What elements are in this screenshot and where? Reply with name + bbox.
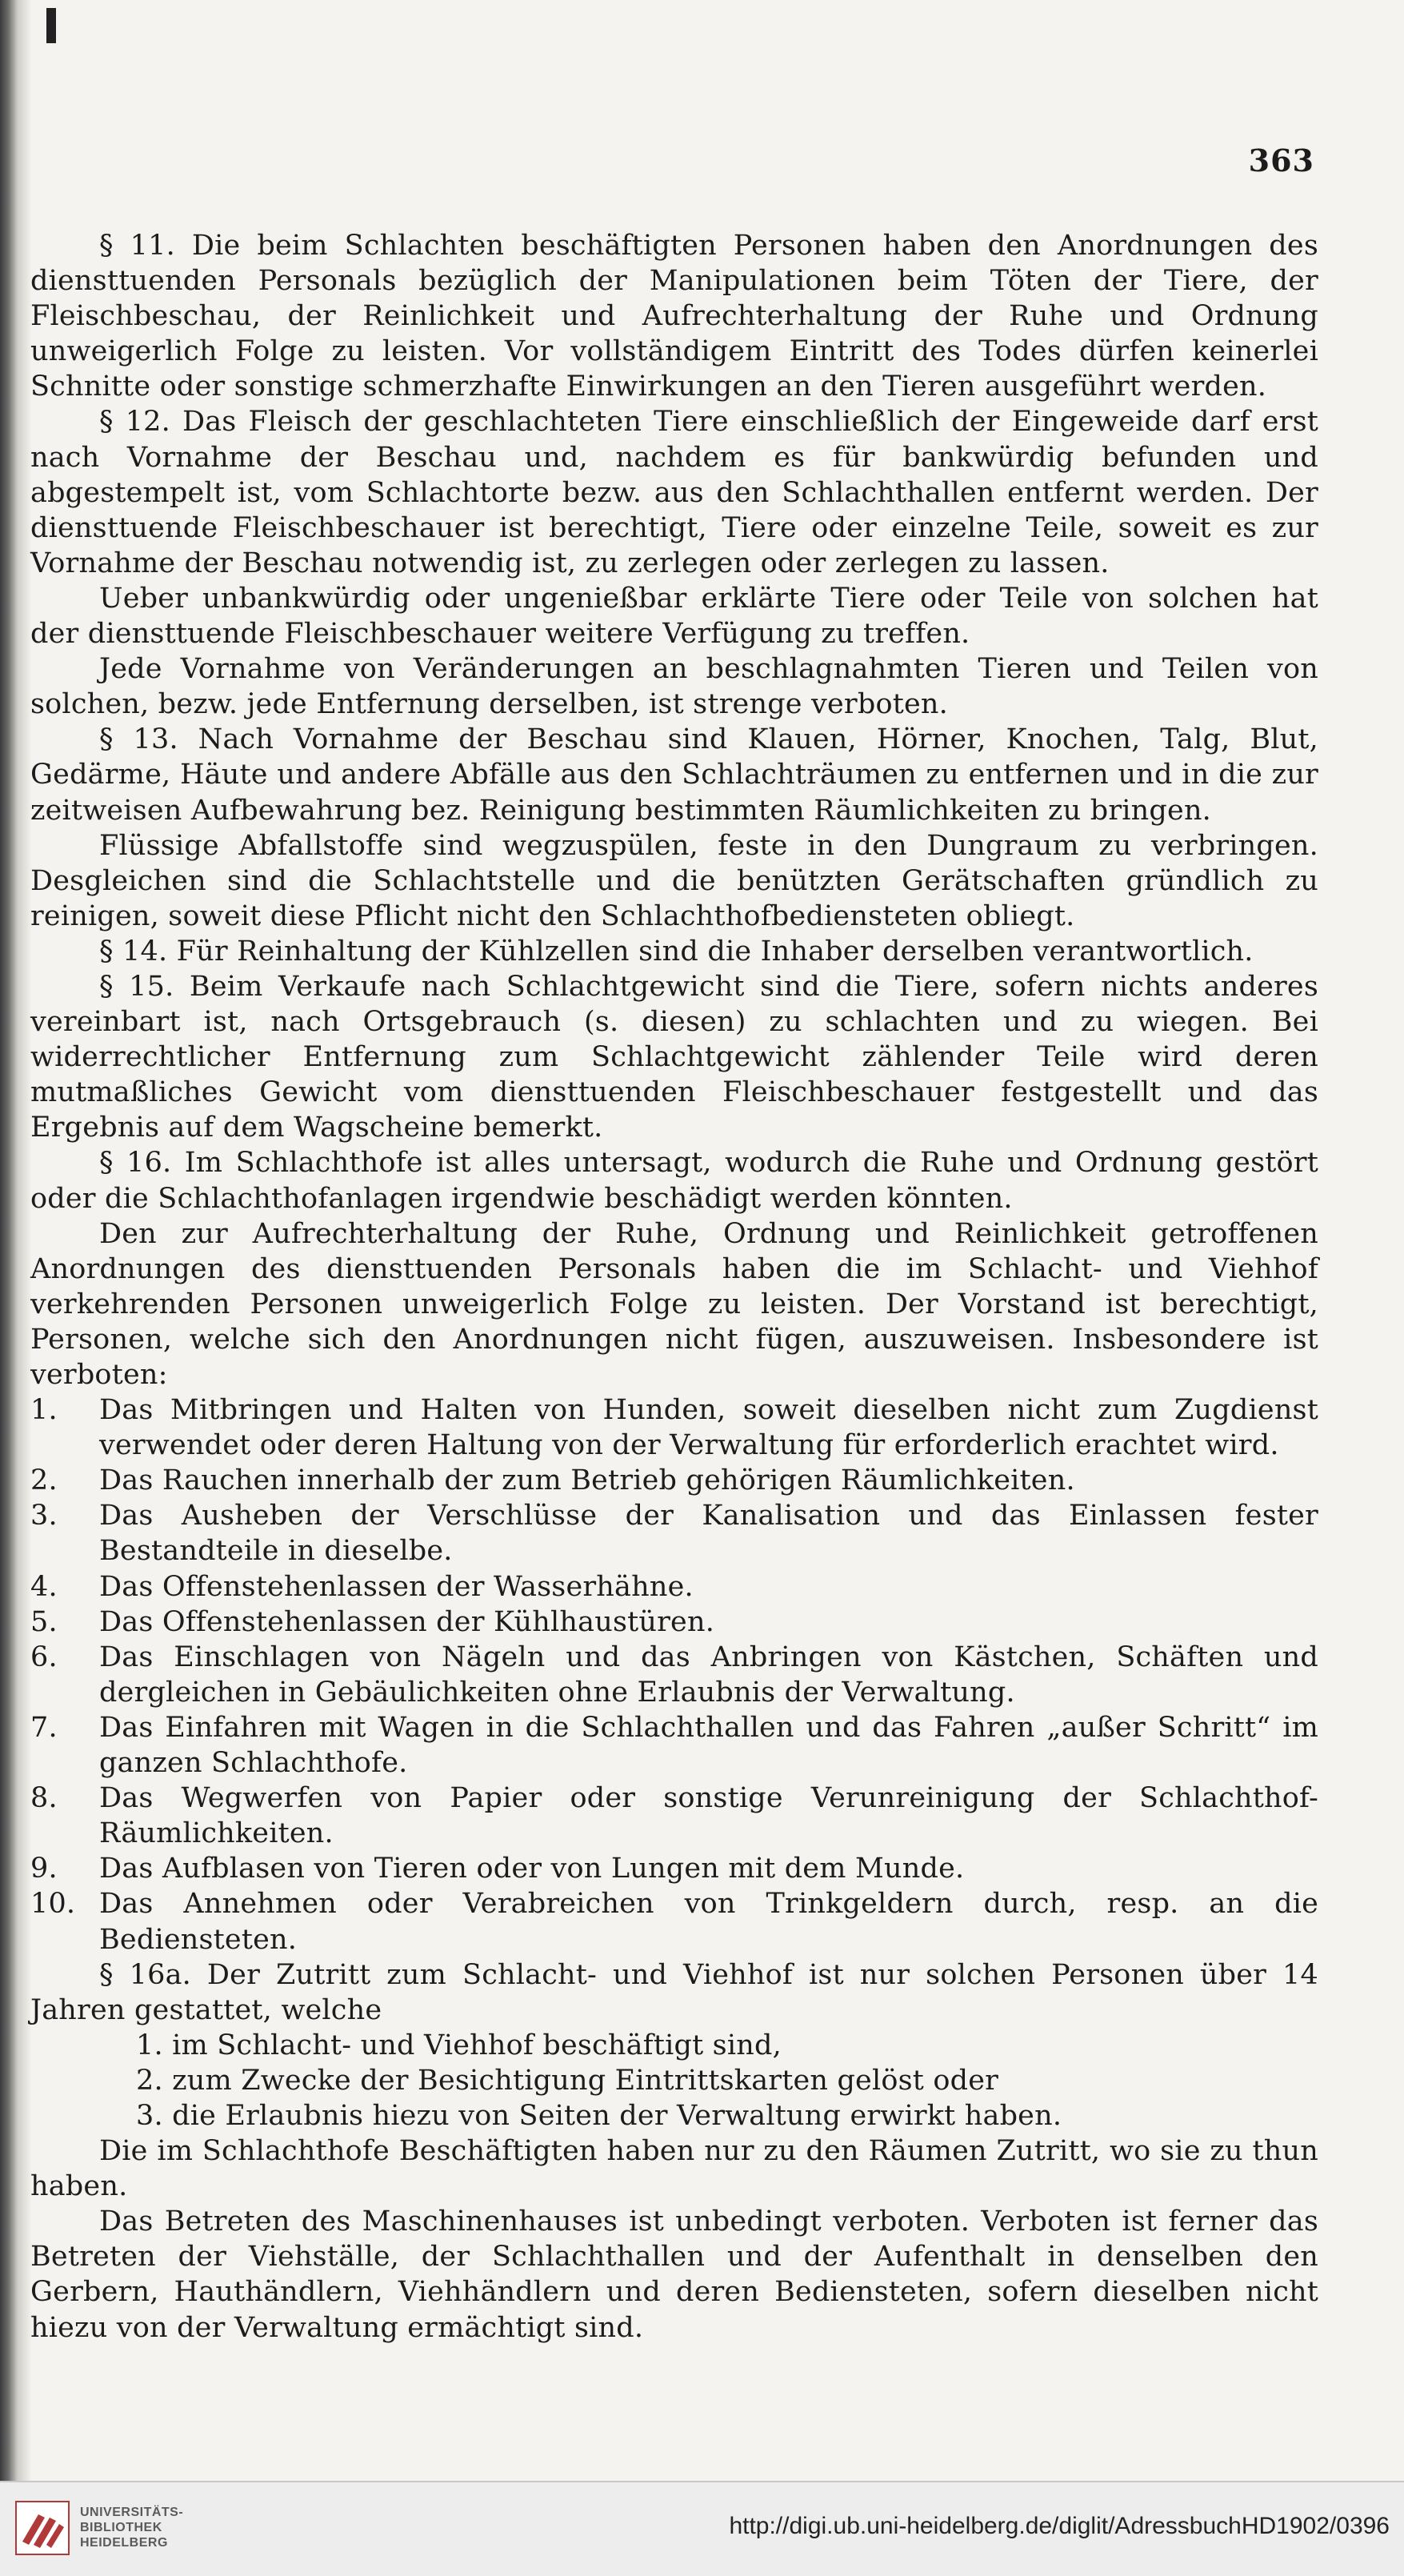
list-item: [30, 1392, 1318, 1463]
paragraph: Das Betreten des Maschinenhauses ist unbedingt verboten. Verboten ist ferner das Betreten der Viehställe, der Schlachthallen und der Aufenthalt in denselben den Gerbern, Hauthändlern, Viehhändlern und deren Bediensteten, sofern dieselben nicht hiezu von der Verwaltung ermächtigt sind.: [30, 2205, 1318, 2344]
list-item-text: Das Annehmen oder Verabreichen von Trinkgeldern durch, resp. an die Bediensteten.: [99, 1888, 1318, 1956]
list-item-number: 5.: [30, 1605, 58, 1638]
library-logo-text: [80, 2505, 183, 2550]
binding-mark: [46, 8, 56, 43]
list-item-number: 2.: [30, 1464, 58, 1497]
book-binding-edge: [0, 0, 32, 2481]
list-item-number: 8.: [30, 1782, 58, 1815]
list-item-number: 1.: [30, 1394, 58, 1427]
list-item-text: Das Wegwerfen von Papier oder sonstige Verunreinigung der Schlachthof-Räumlichkeiten.: [99, 1782, 1318, 1850]
paragraph: § 11. Die beim Schlachten beschäftigten Personen haben den Anordnungen des diensttuenden Personals bezüglich der Manipulationen beim Töten der Tiere, der Fleischbeschau, der Reinlichkeit und Aufrechterhaltung der Ruhe und Ordnung unweigerlich Folge zu leisten. Vor vollständigem Eintritt des Todes dürfen keinerlei Schnitte oder sonstige schmerzhafte Einwirkungen an den Tieren ausgeführt werden.: [30, 230, 1318, 403]
list-item-number: 10.: [30, 1888, 76, 1921]
list-item-text: Das Offenstehenlassen der Kühlhaustüren.: [99, 1605, 715, 1638]
list-item: [30, 1781, 1318, 1851]
paragraph: § 12. Das Fleisch der geschlachteten Tiere einschließlich der Eingeweide darf erst nach Vornahme der Beschau und, nachdem es für bankwürdig befunden und abgestempelt ist, vom Schlachtorte bezw. aus den Schlachthallen entfernt werden. Der diensttuende Fleischbeschauer ist berechtigt, Tiere oder einzelne Teile, soweit es zur Vornahme der Beschau notwendig ist, zu zerlegen oder zerlegen zu lassen.: [30, 406, 1318, 579]
logo-line-1: UNIVERSITÄTS-: [80, 2506, 184, 2519]
list-item: [30, 1569, 1318, 1604]
list-item-text: Das Einschlagen von Nägeln und das Anbringen von Kästchen, Schäften und dergleichen in Gebäulichkeiten ohne Erlaubnis der Verwaltung.: [99, 1641, 1318, 1709]
paragraph: Den zur Aufrechterhaltung der Ruhe, Ordnung und Reinlichkeit getroffenen Anordnungen des diensttuenden Personals haben die im Schlacht- und Viehhof verkehrenden Personen unweigerlich Folge zu leisten. Der Vorstand ist berechtigt, Personen, welche sich den Anordnungen nicht fügen, auszuweisen. Insbesondere ist verboten:: [30, 1217, 1318, 1391]
list-item: [30, 1886, 1318, 1957]
paragraph: Jede Vornahme von Veränderungen an beschlagnahmten Tieren und Teilen von solchen, bezw. jede Entfernung derselben, ist strenge verboten.: [30, 653, 1318, 721]
book-stack-logo-icon: [14, 2500, 70, 2556]
list-item-text: Das Ausheben der Verschlüsse der Kanalisation und das Einlassen fester Bestandteile in dieselbe.: [99, 1500, 1318, 1568]
sub-list-item: 3. die Erlaubnis hiezu von Seiten der Verwaltung erwirkt haben.: [136, 2099, 1062, 2132]
list-item-text: Das Mitbringen und Halten von Hunden, soweit dieselben nicht zum Zugdienst verwendet oder deren Haltung von der Verwaltung für erforderlich erachtet wird.: [99, 1394, 1318, 1462]
paragraph: § 13. Nach Vornahme der Beschau sind Klauen, Hörner, Knochen, Talg, Blut, Gedärme, Häute und andere Abfälle aus den Schlachträumen zu entfernen und in die zur zeitweisen Aufbewahrung bez. Reinigung bestimmten Räumlichkeiten zu bringen.: [30, 723, 1318, 827]
list-item-number: 9.: [30, 1853, 58, 1885]
list-item: [30, 1463, 1318, 1498]
paragraph: § 16a. Der Zutritt zum Schlacht- und Viehhof ist nur solchen Personen über 14 Jahren gestattet, welche: [30, 1958, 1318, 2026]
sub-list-item: 2. zum Zwecke der Besichtigung Eintrittskarten gelöst oder: [136, 2064, 999, 2097]
paragraph: Die im Schlachthofe Beschäftigten haben nur zu den Räumen Zutritt, wo sie zu thun haben.: [30, 2135, 1318, 2203]
document-body: [30, 228, 1318, 2389]
paragraph: Flüssige Abfallstoffe sind wegzuspülen, feste in den Dungraum zu verbringen. Desgleichen sind die Schlachtstelle und die benützten Gerätschaften gründlich zu reinigen, soweit diese Pflicht nicht den Schlachthofbediensteten obliegt.: [30, 829, 1318, 932]
list-item: [30, 1604, 1318, 1640]
list-item-text: Das Rauchen innerhalb der zum Betrieb gehörigen Räumlichkeiten.: [99, 1464, 1075, 1497]
logo-line-3: HEIDELBERG: [80, 2536, 168, 2550]
list-item-text: Das Aufblasen von Tieren oder von Lungen mit dem Munde.: [99, 1853, 965, 1885]
list-item-number: 7.: [30, 1711, 58, 1744]
list-item: [30, 1498, 1318, 1568]
list-item: [30, 1710, 1318, 1781]
list-item-number: 6.: [30, 1641, 58, 1673]
list-item: [30, 1851, 1318, 1886]
paragraph: Ueber unbankwürdig oder ungenießbar erklärte Tiere oder Teile von solchen hat der diensttuende Fleischbeschauer weitere Verfügung zu treffen.: [30, 582, 1318, 651]
paragraph: § 15. Beim Verkaufe nach Schlachtgewicht sind die Tiere, sofern nichts anderes vereinbart ist, nach Ortsgebrauch (s. diesen) zu schlachten und zu wiegen. Bei widerrechtlicher Entfernung zum Schlachtgewicht zählender Teile wird deren mutmaßliches Gewicht vom diensttuenden Fleischbeschauer festgestellt und das Ergebnis auf dem Wagscheine bemerkt.: [30, 970, 1318, 1144]
list-item-text: Das Einfahren mit Wagen in die Schlachthallen und das Fahren „außer Schritt“ im ganzen Schlachthofe.: [99, 1711, 1318, 1780]
list-item-number: 3.: [30, 1500, 58, 1532]
list-item: [30, 1640, 1318, 1710]
page-number: 363: [1248, 142, 1314, 178]
sub-list-item: 1. im Schlacht- und Viehhof beschäftigt sind,: [136, 2029, 782, 2061]
logo-line-2: BIBLIOTHEK: [80, 2521, 162, 2534]
paragraph: § 14. Für Reinhaltung der Kühlzellen sind die Inhaber derselben verantwortlich.: [99, 935, 1254, 968]
library-footer: [0, 2481, 1404, 2576]
list-item-number: 4.: [30, 1570, 58, 1603]
list-item-text: Das Offenstehenlassen der Wasserhähne.: [99, 1570, 694, 1603]
source-url-link[interactable]: http://digi.ub.uni-heidelberg.de/diglit/AdressbuchHD1902/0396: [729, 2513, 1390, 2539]
paragraph: § 16. Im Schlachthofe ist alles untersagt, wodurch die Ruhe und Ordnung gestört oder die Schlachthofanlagen irgendwie beschädigt werden könnten.: [30, 1147, 1318, 1215]
